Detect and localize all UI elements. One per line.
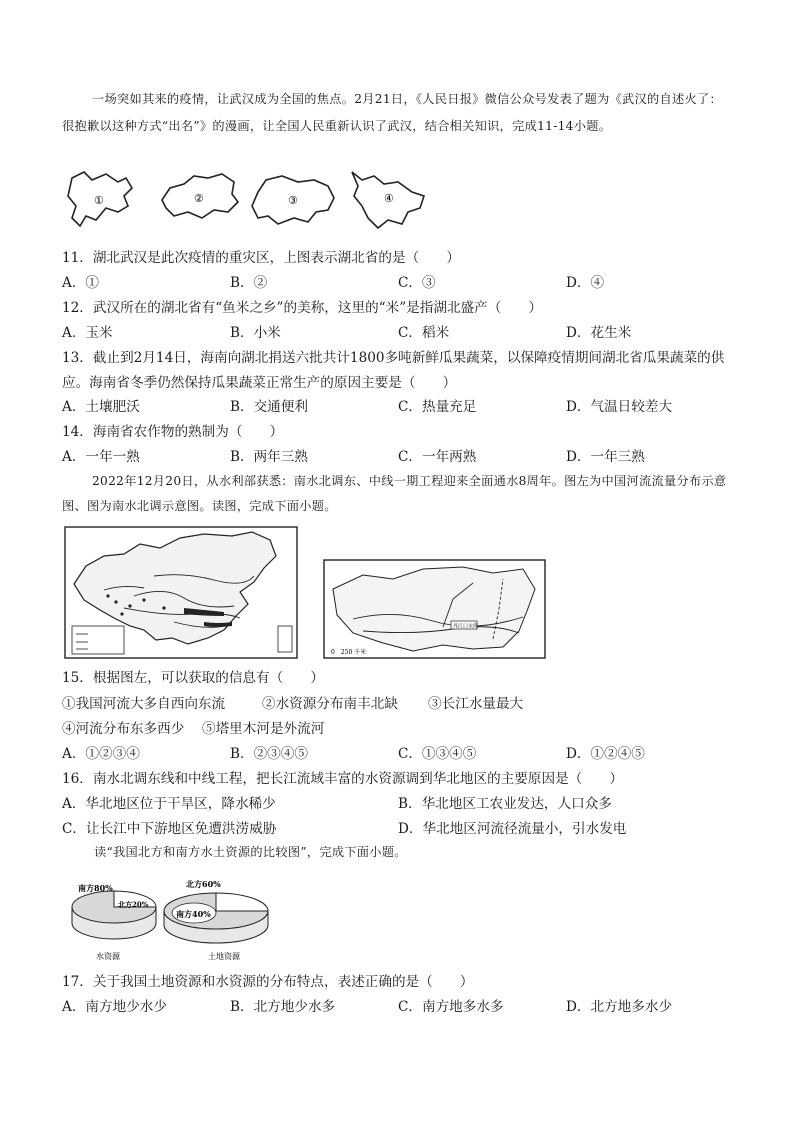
- q11-option-d[interactable]: D．④: [566, 275, 605, 291]
- q15-option-a[interactable]: A．①②③④: [62, 746, 140, 762]
- question-17-options: [62, 997, 732, 1017]
- province-label-2: ②: [194, 192, 204, 205]
- q15-statement-1: ①我国河流大多自西向东流: [62, 696, 226, 712]
- q14-option-b[interactable]: B．两年三熟: [230, 449, 308, 465]
- q13-option-a[interactable]: A．土壤肥沃: [62, 399, 140, 415]
- q15-option-d[interactable]: D．①②④⑤: [566, 746, 645, 762]
- intro-paragraph-1: 一场突如其来的疫情，让武汉成为全国的焦点。2月21日，《人民日报》微信公众号发表了题为《武汉的自述火了：很抱歉以这种方式“出名”》的漫画，让全国人民重新认识了武汉，结合相关知识，完成11-14小题。: [62, 92, 722, 133]
- province-outlines-figure: [62, 166, 442, 236]
- question-11-stem: 11．湖北武汉是此次疫情的重灾区，上图表示湖北省的是（ ）: [62, 250, 460, 266]
- q14-option-a[interactable]: A．一年一熟: [62, 449, 140, 465]
- province-label-3: ③: [288, 194, 298, 207]
- land-resource-label: 土地资源: [208, 952, 240, 961]
- danjiang-reservoir-label: 丹江口水库: [453, 623, 479, 630]
- question-15-statements-row1: [62, 694, 732, 714]
- question-16-stem: 16．南水北调东线和中线工程，把长江流域丰富的水资源调到华北地区的主要原因是（ ）: [62, 771, 624, 787]
- question-14-stem: 14．海南省农作物的熟制为（ ）: [62, 424, 284, 440]
- intro-paragraph-2: 2022年12月20日，从水利部获悉：南水北调东、中线一期工程迎来全面通水8周年。图左为中国河流流量分布示意图、图为南水北调示意图。读图，完成下面小题。: [62, 474, 727, 513]
- province-label-4: ④: [384, 192, 394, 205]
- q13-option-d[interactable]: D．气温日较差大: [566, 399, 673, 415]
- question-15-statements-row2: [62, 719, 732, 739]
- q14-option-c[interactable]: C．一年两熟: [398, 449, 477, 465]
- q12-option-c[interactable]: C．稻米: [398, 325, 450, 341]
- question-13-stem: 13．截止到2月14日，海南向湖北捐送六批共计1800多吨新鲜瓜果蔬菜，以保障疫情期间湖北省瓜果蔬菜的供应。海南省冬季仍然保持瓜果蔬菜正常生产的原因主要是（ ）: [62, 350, 725, 391]
- river-flow-map: [64, 526, 298, 659]
- land-resource-pie: [164, 879, 268, 961]
- q15-option-c[interactable]: C．①③④⑤: [398, 746, 477, 762]
- q11-option-c[interactable]: C．③: [398, 275, 436, 291]
- q15-statement-2: ②水资源分布南丰北缺: [262, 696, 398, 712]
- q11-option-a[interactable]: A．①: [62, 275, 100, 291]
- intro-paragraph-3: 读“我国北方和南方水土资源的比较图”，完成下面小题。: [94, 845, 407, 859]
- question-12-stem: 12．武汉所在的湖北省有“鱼米之乡”的美称，这里的“米”是指湖北盛产（ ）: [62, 300, 543, 316]
- q17-option-b[interactable]: B．北方地少水多: [230, 999, 336, 1015]
- province-label-1: ①: [94, 194, 104, 207]
- q17-option-a[interactable]: A．南方地少水少: [62, 999, 167, 1015]
- q15-statement-4: ④河流分布东多西少: [62, 721, 185, 737]
- water-resource-pie: [72, 883, 156, 961]
- question-14-options: [62, 447, 732, 467]
- question-16-options-row2: [62, 819, 732, 839]
- q13-option-c[interactable]: C．热量充足: [398, 399, 477, 415]
- question-15-stem: 15．根据图左，可以获取的信息有（ ）: [62, 670, 324, 686]
- map-scale-label: 0 250 千米: [331, 649, 367, 656]
- q11-option-b[interactable]: B．②: [230, 275, 268, 291]
- q14-option-d[interactable]: D．一年三熟: [566, 449, 645, 465]
- q16-option-d[interactable]: D．华北地区河流径流量小，引水发电: [398, 821, 627, 837]
- q15-statement-3: ③长江水量最大: [428, 696, 524, 712]
- water-resource-label: 水资源: [96, 952, 120, 961]
- water-north-label: 北方20%: [118, 900, 149, 909]
- q12-option-b[interactable]: B．小米: [230, 325, 281, 341]
- land-south-label: 南方40%: [176, 909, 211, 919]
- q15-statement-5: ⑤塔里木河是外流河: [202, 721, 325, 737]
- question-17-stem: 17．关于我国土地资源和水资源的分布特点，表述正确的是（ ）: [62, 974, 474, 990]
- water-south-label: 南方80%: [78, 883, 113, 893]
- question-12-options: [62, 323, 732, 343]
- question-13-options: [62, 397, 732, 417]
- q15-option-b[interactable]: B．②③④⑤: [230, 746, 308, 762]
- q16-option-a[interactable]: A．华北地区位于干旱区，降水稀少: [62, 796, 276, 812]
- q12-option-d[interactable]: D．花生米: [566, 325, 632, 341]
- question-15-options: [62, 744, 732, 764]
- q16-option-b[interactable]: B．华北地区工农业发达，人口众多: [398, 796, 612, 812]
- question-11-options: [62, 273, 732, 293]
- land-north-label: 北方60%: [186, 879, 221, 889]
- question-16-options-row1: [62, 794, 732, 814]
- q17-option-d[interactable]: D．北方地多水少: [566, 999, 673, 1015]
- q13-option-b[interactable]: B．交通便利: [230, 399, 308, 415]
- water-diversion-map: [323, 559, 546, 659]
- q17-option-c[interactable]: C．南方地多水多: [398, 999, 504, 1015]
- water-land-pie-figure: [68, 867, 278, 965]
- q16-option-c[interactable]: C．让长江中下游地区免遭洪涝威胁: [62, 821, 277, 837]
- q12-option-a[interactable]: A．玉米: [62, 325, 113, 341]
